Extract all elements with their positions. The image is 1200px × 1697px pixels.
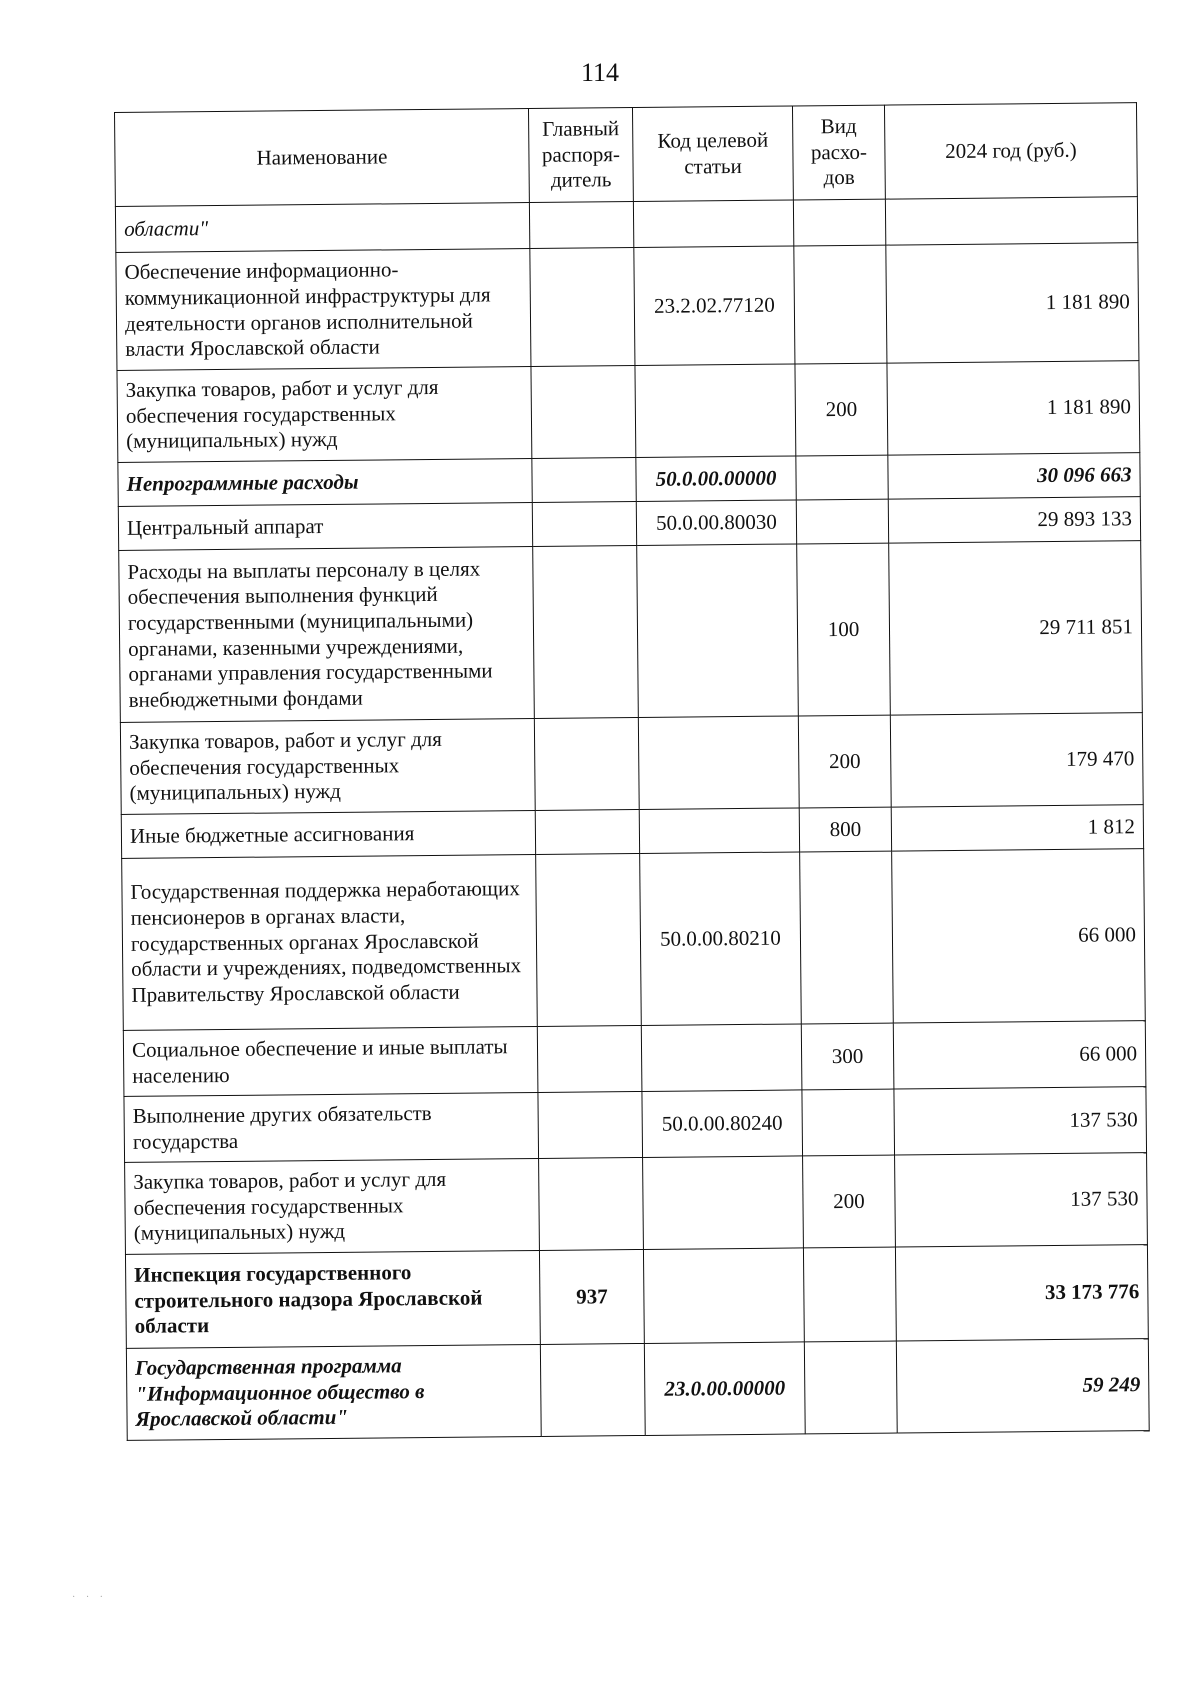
row-amount-cell: 1 812 (891, 805, 1143, 851)
row-code-cell (635, 364, 796, 458)
table-row (124, 1087, 1147, 1163)
row-name-cell: области" (115, 203, 529, 253)
row-type-cell: 200 (795, 363, 888, 456)
row-name-cell: Непрограммные расходы (118, 459, 532, 507)
header-code: Код целевой статьи (632, 106, 793, 202)
row-amount-cell: 66 000 (893, 1021, 1146, 1089)
row-manager-cell (537, 1025, 642, 1092)
row-type-cell (794, 245, 887, 364)
row-name-cell: Иные бюджетные ассигнования (121, 810, 535, 858)
page-number: 114 (580, 58, 620, 87)
row-code-cell: 50.0.00.80210 (640, 852, 802, 1026)
row-manager-cell (532, 502, 636, 547)
table-header-row (115, 103, 1138, 207)
table-row (123, 1021, 1146, 1097)
row-type-cell: 200 (803, 1155, 896, 1248)
row-type-cell (796, 499, 888, 544)
row-manager-cell (536, 853, 642, 1026)
row-amount-cell: 33 173 776 (895, 1245, 1148, 1341)
row-code-cell: 23.0.00.00000 (644, 1342, 805, 1436)
budget-table (114, 102, 1150, 1441)
row-type-cell (796, 455, 888, 500)
header-name: Наименование (115, 109, 530, 207)
header-type: Вид расхо-дов (792, 105, 885, 200)
row-type-cell: 300 (801, 1023, 894, 1090)
table-row (126, 1339, 1149, 1441)
row-code-cell: 23.2.02.77120 (634, 246, 795, 366)
row-manager-cell (535, 809, 639, 854)
row-code-cell (643, 1156, 804, 1250)
row-name-cell: Закупка товаров, работ и услуг для обеспечения государственных (муниципальных) нужд (120, 718, 535, 814)
row-name-cell: Расходы на выплаты персоналу в целях обеспечения выполнения функций государственными (муниципальными) органами, казенными учреждениями, органами управления государственными внебюджетными фондами (119, 547, 535, 723)
table-body (115, 197, 1149, 1441)
table-row (120, 713, 1143, 815)
row-code-cell (639, 808, 799, 854)
row-amount-cell (885, 197, 1137, 245)
table-row (116, 243, 1139, 371)
row-amount-cell: 1 181 890 (887, 361, 1140, 455)
table-row (117, 361, 1140, 463)
row-manager-cell (534, 717, 639, 810)
row-type-cell (804, 1341, 897, 1434)
row-code-cell: 50.0.00.80030 (636, 500, 796, 546)
row-name-cell: Социальное обеспечение и иные выплаты населению (123, 1026, 538, 1096)
row-code-cell (637, 544, 799, 718)
row-type-cell: 200 (798, 715, 891, 808)
row-name-cell: Центральный аппарат (118, 503, 532, 551)
row-amount-cell: 179 470 (890, 713, 1143, 807)
row-code-cell: 50.0.00.80240 (642, 1090, 803, 1158)
row-code-cell (643, 1248, 804, 1344)
table-row (122, 849, 1146, 1031)
row-name-cell: Государственная программа "Информационное общество в Ярославской области" (126, 1344, 541, 1440)
row-name-cell: Государственная поддержка неработающих пенсионеров в органах власти, государственных органах Ярославской области и учреждениях, подведомственных Правительству Ярославской области (122, 854, 538, 1030)
row-manager-cell (531, 366, 636, 459)
row-amount-cell: 1 181 890 (886, 243, 1139, 363)
row-amount-cell: 30 096 663 (888, 453, 1140, 499)
row-amount-cell: 137 530 (894, 1087, 1147, 1155)
row-manager-cell (530, 248, 635, 367)
row-amount-cell: 29 711 851 (889, 541, 1143, 715)
row-manager-cell (539, 1157, 644, 1250)
row-code-cell (638, 716, 799, 810)
row-name-cell: Закупка товаров, работ и услуг для обеспечения государственных (муниципальных) нужд (117, 367, 532, 463)
row-type-cell: 800 (799, 807, 891, 852)
row-amount-cell: 66 000 (892, 849, 1146, 1023)
row-manager-cell (538, 1091, 643, 1158)
row-code-cell: 50.0.00.00000 (636, 456, 796, 502)
table-row (125, 1245, 1148, 1349)
table-row (125, 1153, 1148, 1255)
row-code-cell (633, 200, 793, 248)
row-amount-cell: 29 893 133 (888, 497, 1140, 543)
row-name-cell: Закупка товаров, работ и услуг для обеспечения государственных (муниципальных) нужд (125, 1158, 540, 1254)
row-code-cell (641, 1024, 802, 1092)
row-manager-cell (529, 202, 633, 249)
row-name-cell: Инспекция государственного строительного надзора Ярославской области (125, 1250, 540, 1348)
row-manager-cell: 937 (539, 1249, 644, 1344)
row-amount-cell: 137 530 (895, 1153, 1148, 1247)
row-amount-cell: 59 249 (896, 1339, 1149, 1433)
header-manager: Главный распоря-дитель (528, 108, 633, 203)
scan-speckle: · · · (72, 1592, 107, 1603)
row-type-cell (803, 1247, 896, 1342)
header-year: 2024 год (руб.) (884, 103, 1137, 199)
row-name-cell: Выполнение других обязательств государства (124, 1092, 539, 1162)
row-type-cell (802, 1089, 895, 1156)
budget-table-wrapper (114, 102, 1149, 1441)
row-manager-cell (540, 1343, 645, 1436)
row-manager-cell (532, 458, 636, 503)
table-row (119, 541, 1143, 723)
row-type-cell: 100 (797, 543, 891, 716)
row-type-cell (793, 199, 885, 246)
row-name-cell: Обеспечение информационно-коммуникационной инфраструктуры для деятельности органов исполнительной власти Ярославской области (116, 249, 531, 371)
row-type-cell (800, 851, 894, 1024)
row-manager-cell (533, 546, 639, 719)
